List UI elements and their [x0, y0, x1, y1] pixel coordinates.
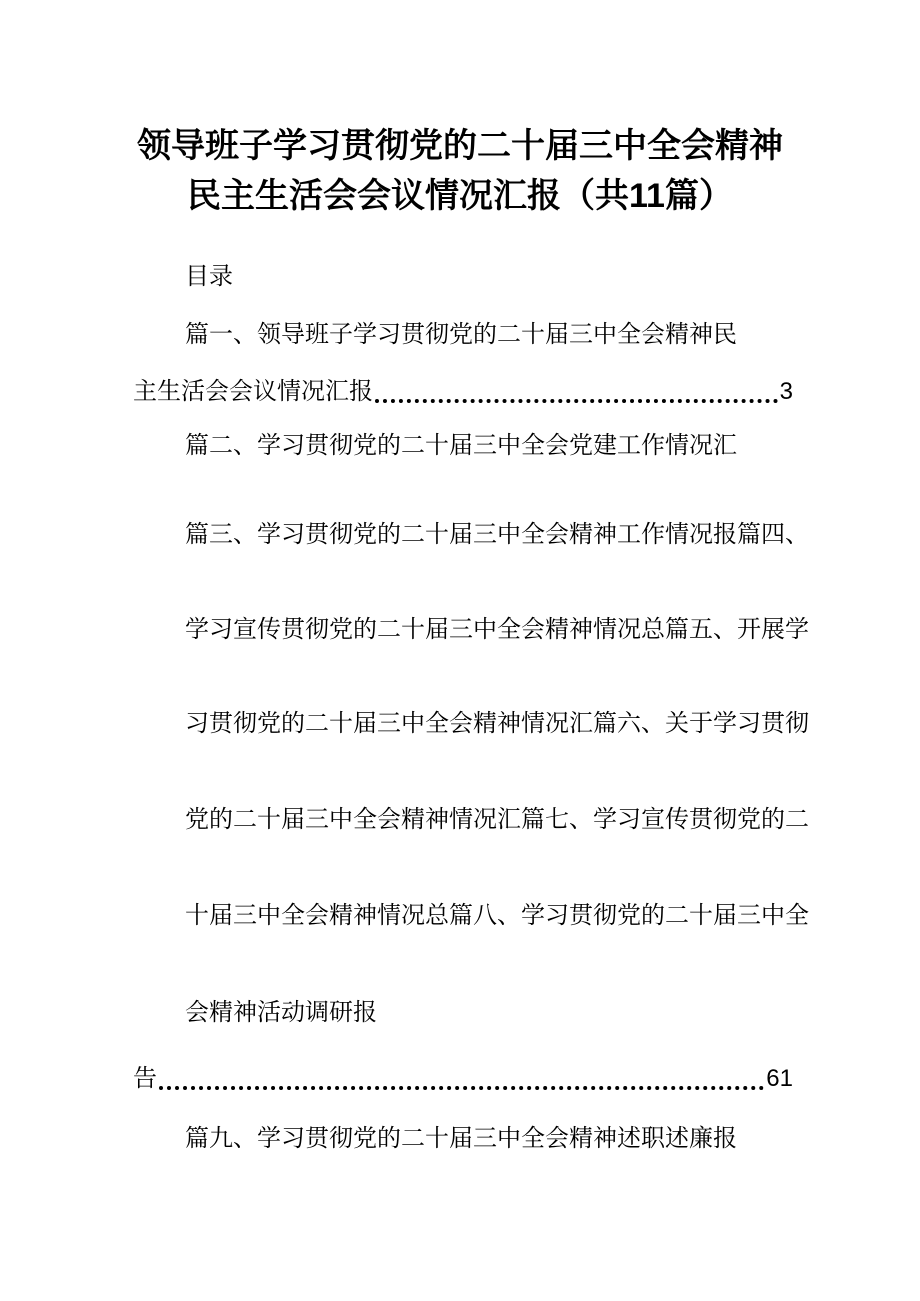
toc-page-number: 61	[766, 1065, 793, 1092]
toc-entry-text: 主生活会会议情况汇报	[133, 378, 373, 405]
toc-entry-text: 告	[133, 1065, 157, 1092]
toc-page-number: 3	[779, 378, 793, 405]
toc-entry-line: 习贯彻党的二十届三中全会精神情况汇篇六、关于学习贯彻	[185, 710, 809, 737]
toc-entry-line: 党的二十届三中全会精神情况汇篇七、学习宣传贯彻党的二	[185, 806, 809, 833]
toc-leader-dots	[373, 375, 780, 409]
toc-leader-dots	[157, 1062, 766, 1096]
toc-entry-line: 篇三、学习贯彻党的二十届三中全会精神工作情况报篇四、	[185, 521, 809, 548]
toc-entry-line: 篇一、领导班子学习贯彻党的二十届三中全会精神民	[185, 321, 737, 348]
toc-entry-line: 篇二、学习贯彻党的二十届三中全会党建工作情况汇	[185, 432, 737, 459]
toc-entry-line: 篇九、学习贯彻党的二十届三中全会精神述职述廉报	[185, 1125, 737, 1152]
document-title-line-1: 领导班子学习贯彻党的二十届三中全会精神	[137, 127, 783, 165]
toc-entry-line	[133, 1062, 793, 1096]
toc-entry-line: 学习宣传贯彻党的二十届三中全会精神情况总篇五、开展学	[185, 616, 809, 643]
toc-entry-line: 十届三中全会精神情况总篇八、学习贯彻党的二十届三中全	[185, 902, 809, 929]
toc-entry-line	[133, 375, 793, 409]
toc-entry-line: 会精神活动调研报	[185, 999, 377, 1026]
document-title-line-2: 民主生活会会议情况汇报（共11篇）	[187, 177, 733, 215]
toc-heading: 目录	[185, 263, 233, 290]
